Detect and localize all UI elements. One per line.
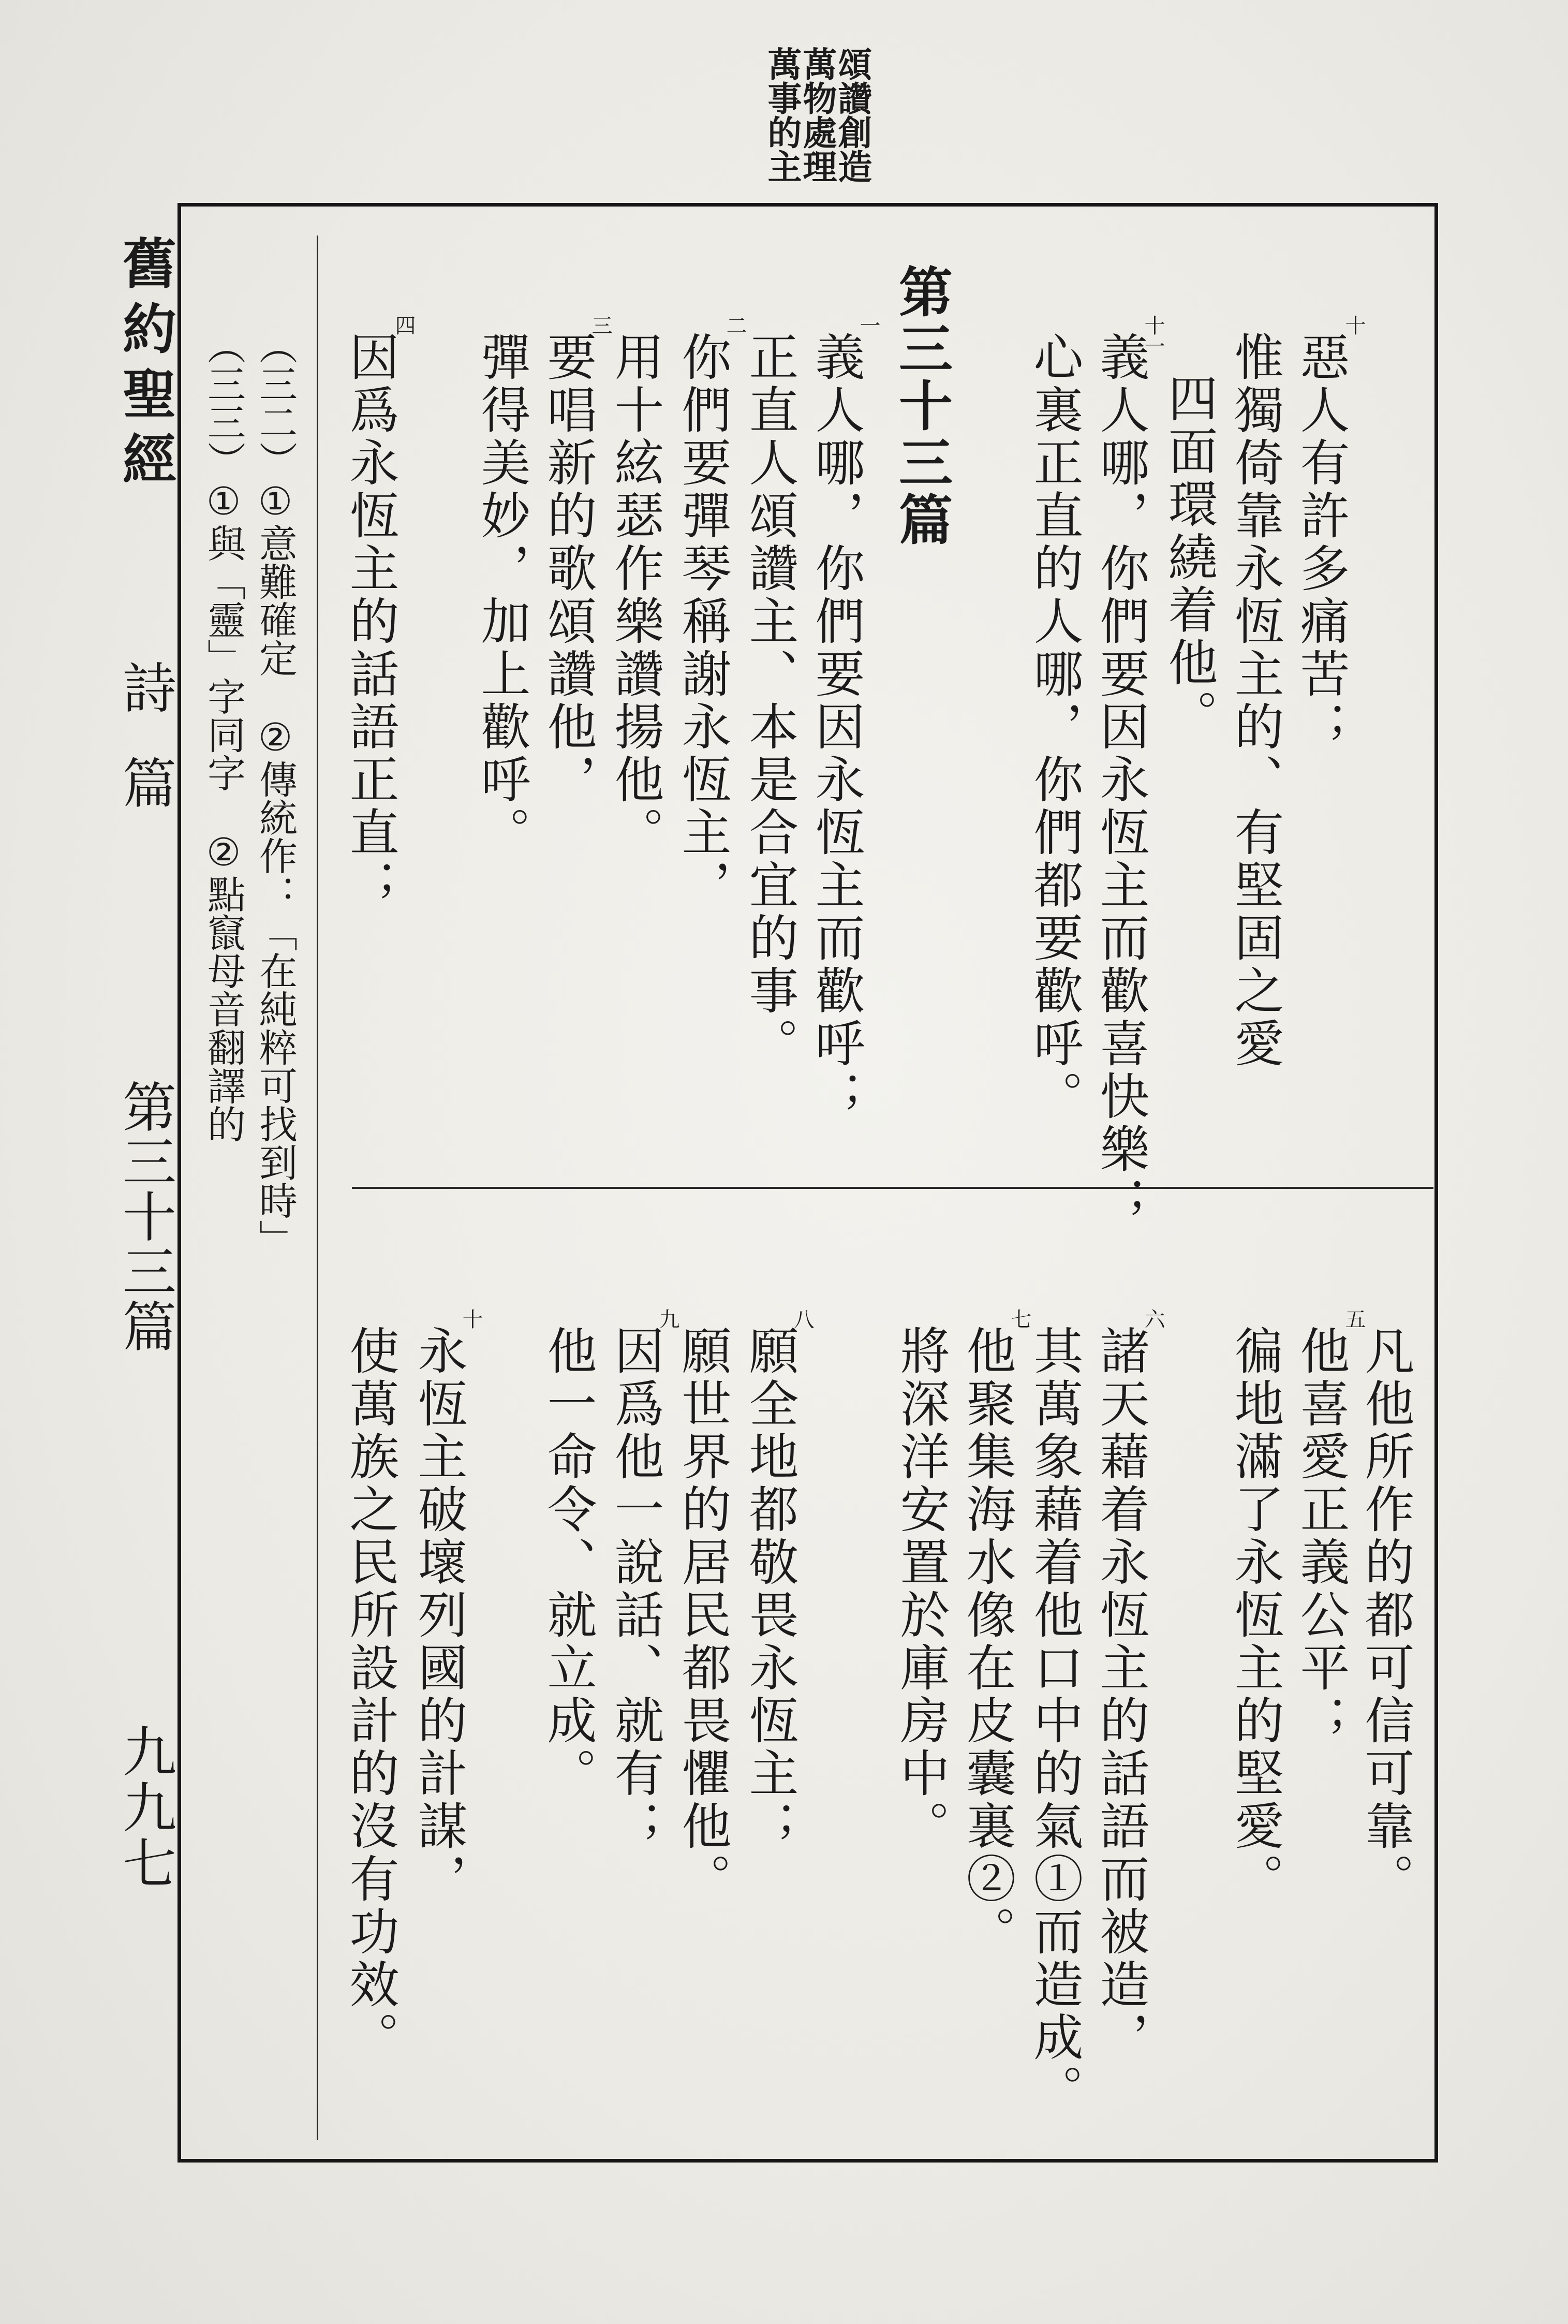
verse-line: 他喜愛正義公平； (1292, 1325, 1350, 1747)
header-caption (756, 47, 872, 202)
verse-number: 五 (1342, 1308, 1366, 1329)
footnote-33: （三三）①與「靈」字同字 ②點竄母音翻譯的 (201, 326, 246, 1143)
verse-line: 他一命令、就立成。 (539, 1325, 597, 1800)
header-caption-col-1: 頌讚創造 (832, 47, 872, 183)
footnote-32: （三二）①意難確定 ②傳統作：「在純粹可找到時」 (253, 326, 298, 1258)
verse-line: 義人哪，你們要因永恆主而歡呼； (807, 331, 865, 1123)
verse-line: 將深洋安置於庫房中。 (892, 1325, 950, 1853)
verse-number: 九 (656, 1308, 679, 1329)
half-page-divider (352, 1187, 1433, 1189)
verse-number: 十 (459, 1308, 483, 1329)
verse-line: 惟獨倚靠永恆主的、有堅固之愛 (1226, 331, 1284, 1070)
verse-line: 正直人頌讚主、本是合宜的事。 (741, 331, 799, 1070)
verse-line: 他聚集海水像在皮囊裏②。 (958, 1325, 1016, 1959)
header-caption-col-2: 萬物處理 (797, 47, 837, 183)
verse-line: 你們要彈琴稱謝永恆主， (674, 331, 732, 912)
verse-line: 因爲永恆主的話語正直； (342, 331, 400, 912)
verse-line: 願世界的居民都畏懼他。 (674, 1325, 732, 1906)
verse-line: 要唱新的歌頌讚他， (539, 331, 597, 806)
verse-number: 十 (1342, 315, 1366, 335)
chapter-name: 第三十三篇 (113, 1079, 176, 1354)
verse-line: 其萬象藉着他口中的氣①而造成。 (1026, 1325, 1084, 2117)
footnote-divider (317, 236, 318, 2140)
verse-line: 用十絃瑟作樂讚揚他。 (607, 331, 664, 859)
verse-number: 十一 (1141, 315, 1165, 356)
verse-line: 徧地滿了永恆主的堅愛。 (1226, 1325, 1284, 1906)
verse-line: 彈得美妙，加上歡呼。 (473, 331, 531, 859)
verse-number: 八 (790, 1308, 814, 1329)
header-caption-col-3: 萬事的主 (762, 47, 802, 183)
verse-line: 使萬族之民所設計的沒有功效。 (342, 1325, 400, 2064)
verse-number: 七 (1008, 1308, 1031, 1329)
verse-line: 義人哪，你們要因永恆主而歡喜快樂； (1092, 331, 1150, 1229)
verse-line: 諸天藉着永恆主的話語而被造， (1092, 1325, 1150, 2064)
verse-line: 四面環繞着他。 (1160, 373, 1218, 742)
verse-number: 一 (856, 315, 880, 335)
section-name: 詩篇 (113, 660, 176, 850)
verse-line: 願全地都敬畏永恆主； (741, 1325, 799, 1853)
verse-line: 凡他所作的都可信可靠。 (1357, 1325, 1415, 1906)
book-title: 舊約聖經 (113, 236, 177, 496)
page-number: 九九七 (113, 1724, 176, 1891)
verse-number: 六 (1141, 1308, 1165, 1329)
verse-number: 三 (588, 315, 612, 335)
verse-number: 二 (723, 315, 747, 335)
psalm-heading: 第三十三篇 (890, 264, 953, 549)
verse-line: 因爲他一說話、就有； (607, 1325, 664, 1853)
verse-number: 四 (392, 315, 416, 335)
verse-line: 惡人有許多痛苦； (1292, 331, 1350, 754)
verse-line: 心裏正直的人哪，你們都要歡呼。 (1026, 331, 1084, 1123)
verse-line: 永恆主破壞列國的計謀， (410, 1325, 468, 1906)
